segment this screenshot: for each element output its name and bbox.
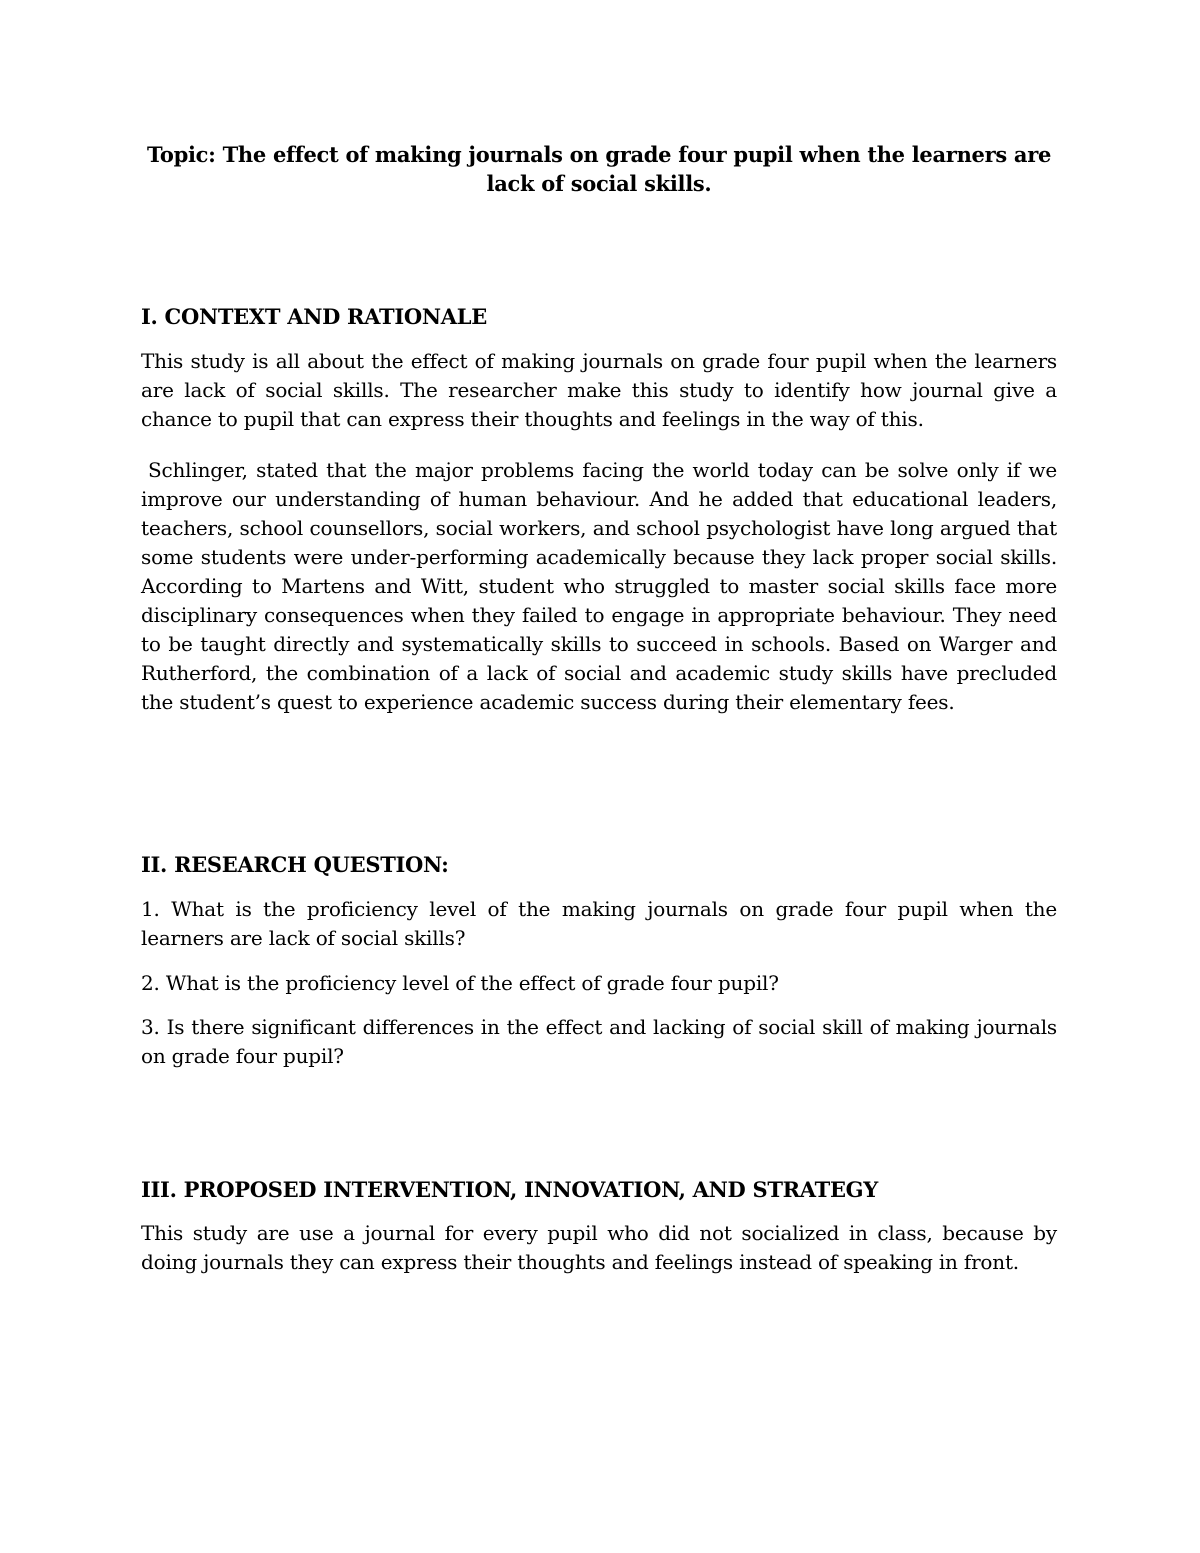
intervention-paragraph: This study are use a journal for every pupil who did not socialized in class, because by doing journals they can express their thoughts and feelings instead of speaking in front.: [141, 1221, 1057, 1274]
document-title: Topic: The effect of making journals on grade four pupil when the learners are lack of social skills.: [146, 142, 1052, 196]
research-question-3: 3. Is there significant differences in the effect and lacking of social skill of making journals on grade four pupil?: [141, 1015, 1057, 1068]
section-heading-proposed-intervention: III. PROPOSED INTERVENTION, INNOVATION, AND STRATEGY: [141, 1177, 878, 1202]
research-question-2: 2. What is the proficiency level of the effect of grade four pupil?: [141, 971, 779, 995]
section-heading-research-question: II. RESEARCH QUESTION:: [141, 852, 449, 877]
context-paragraph-1: This study is all about the effect of making journals on grade four pupil when the learners are lack of social skills. The researcher make this study to identify how journal give a chance to pupil that can express their thoughts and feelings in the way of this.: [141, 349, 1057, 431]
section-heading-context-and-rationale: I. CONTEXT AND RATIONALE: [141, 304, 487, 329]
research-question-1: 1. What is the proficiency level of the making journals on grade four pupil when the learners are lack of social skills?: [141, 897, 1057, 950]
context-paragraph-2: Schlinger, stated that the major problems facing the world today can be solve only if we improve our understanding of human behaviour. And he added that educational leaders, teachers, school counsellors, social workers, and school psychologist have long argued that some students were under-performing academically because they lack proper social skills. According to Martens and Witt, student who struggled to master social skills face more disciplinary consequences when they failed to engage in appropriate behaviour. They need to be taught directly and systematically skills to succeed in schools. Based on Warger and Rutherford, the combination of a lack of social and academic study skills have precluded the student’s quest to experience academic success during their elementary fees.: [141, 458, 1057, 714]
